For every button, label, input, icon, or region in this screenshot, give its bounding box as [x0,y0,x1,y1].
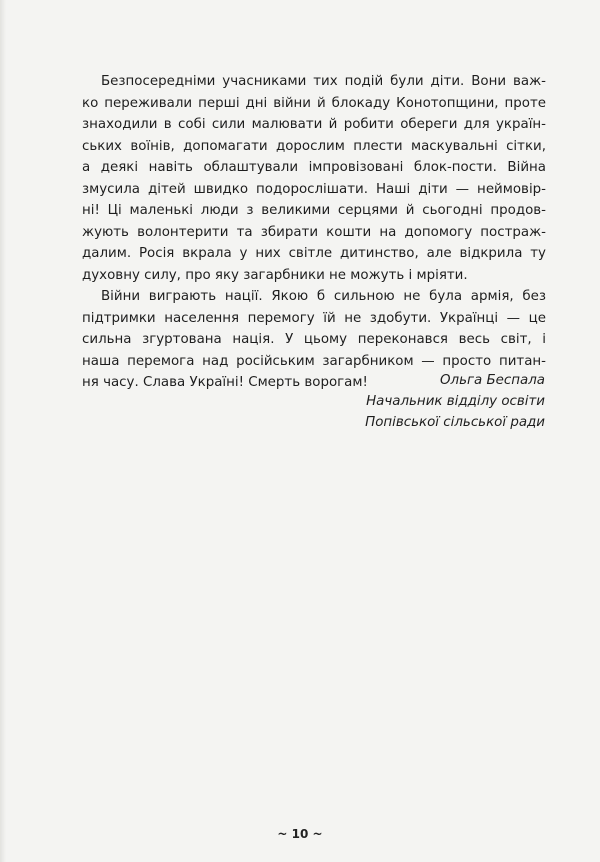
text-line: сильна згуртована нація. У цьому переконався весь світ, і [82,332,546,347]
author-organization: Попівської сільської ради [365,415,545,430]
text-line: підтримки населення перемогу їй не здобути. Українці — це [82,310,546,326]
page-number: ~ 10 ~ [277,827,323,841]
paragraph-1 [82,71,546,286]
text-line: Війни виграють нації. Якою б сильною не була армія, без [101,289,546,304]
signature-block [365,370,545,433]
text-line: знаходили в собі сили малювати й робити обереги для україн- [82,117,546,132]
author-position: Начальник відділу освіти [366,394,545,409]
body-text [82,71,546,394]
text-line: Безпосередніми учасниками тих подій були діти. Вони важ- [101,74,546,89]
text-line: а деякі навіть облаштували імпровізовані блок-пости. Війна [82,160,546,175]
text-line: далим. Росія вкрала у них світле дитинство, але відкрила ту [82,246,546,261]
text-line: жують волонтерити та збирати кошти на допомогу постраж- [82,224,546,240]
text-line: ко переживали перші дні війни й блокаду Конотопщини, проте [82,95,546,111]
text-line: ських воїнів, допомагати дорослим плести маскувальні сітки, [82,138,546,154]
text-line: наша перемога над російським загарбником — просто питан- [82,353,546,369]
paper-edge [0,0,6,862]
text-line: змусила дітей швидко подорослішати. Наші діти — неймовір- [82,181,546,197]
text-line: ня часу. Слава Україні! Смерть ворогам! [82,375,368,390]
author-name: Ольга Беспала [439,373,545,388]
text-line: ні! Ці маленькі люди з великими серцями й сьогодні продов- [82,203,546,218]
text-line: духовну силу, про яку загарбники не можуть і мріяти. [82,267,468,283]
